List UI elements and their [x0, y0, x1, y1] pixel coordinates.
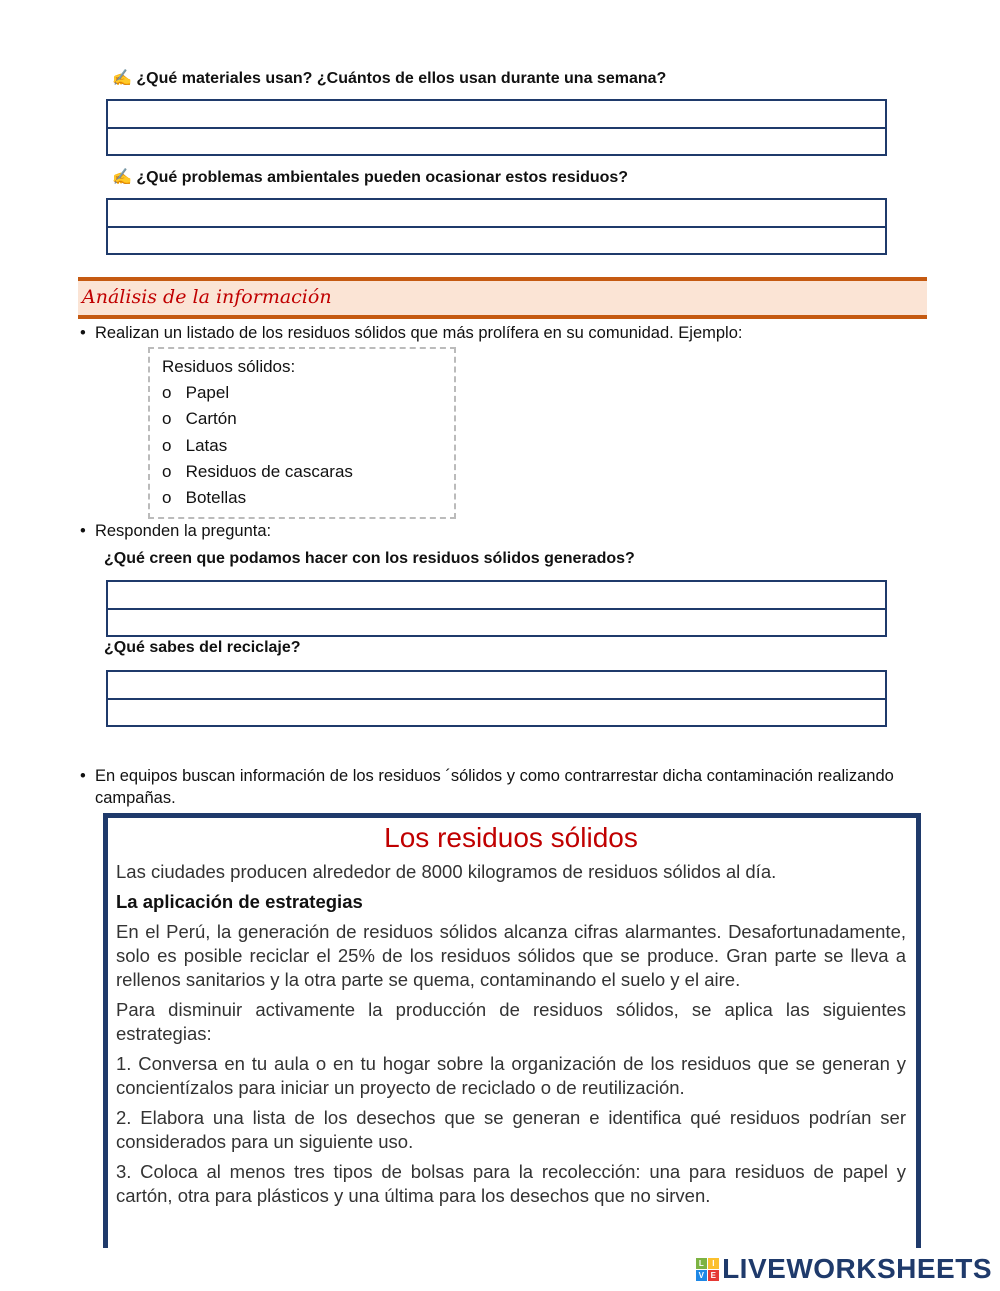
writing-hand-icon: ✍	[112, 169, 132, 186]
logo-icon: L I V E	[696, 1258, 719, 1281]
bullet-text: Responden la pregunta:	[94, 522, 272, 540]
question-what-to-do: ¿Qué creen que podamos hacer con los residuos sólidos generados?	[104, 550, 635, 567]
liveworksheets-logo	[696, 1253, 992, 1285]
bullet-list-item: • Responden la pregunta:	[80, 522, 272, 540]
writing-hand-icon: ✍	[112, 70, 132, 87]
answer-input[interactable]	[108, 672, 885, 698]
paragraph: Las ciudades producen alrededor de 8000 kilogramos de residuos sólidos al día.	[116, 861, 777, 882]
list-item: o Latas	[162, 436, 228, 455]
answer-input[interactable]	[108, 698, 885, 724]
answer-input[interactable]	[108, 582, 885, 608]
answer-input[interactable]	[108, 608, 885, 634]
answer-box-1	[106, 99, 887, 156]
reading-title: Los residuos sólidos	[384, 822, 638, 853]
paragraph: Para disminuir activamente la producción de residuos sólidos, se aplica las siguientes estrategias:	[116, 999, 906, 1044]
paragraph: 3. Coloca al menos tres tipos de bolsas para la recolección: una para residuos de papel y cartón, otra para plásticos y una última para los desechos que no sirven.	[116, 1161, 906, 1206]
bullet-list-item: • En equipos buscan información de los residuos ´sólidos y como contrarrestar dicha contaminación realizando campañas.	[80, 765, 920, 809]
answer-input[interactable]	[108, 200, 885, 226]
list-item: o Papel	[162, 383, 230, 402]
answer-box-3	[106, 580, 887, 637]
paragraph: En el Perú, la generación de residuos sólidos alcanza cifras alarmantes. Desafortunadamente, solo es posible reciclar el 25% de los residuos sólidos que se produce. Gran parte se lleva a rellenos sanitarios y la otra parte se quema, contaminando el suelo y el aire.	[116, 921, 906, 990]
list-item: o Cartón	[162, 409, 237, 428]
answer-input[interactable]	[108, 127, 885, 153]
reading-subtitle: La aplicación de estrategias	[116, 891, 363, 912]
question-text: ¿Qué problemas ambientales pueden ocasionar estos residuos?	[136, 169, 629, 186]
reading-box	[103, 813, 921, 1248]
section-title: Análisis de la información	[82, 286, 332, 308]
question-materials	[112, 68, 666, 88]
answer-box-2	[106, 198, 887, 255]
bullet-text: En equipos buscan información de los residuos ´sólidos y como contrarrestar dicha contaminación realizando campañas.	[94, 767, 894, 807]
list-item: o Botellas	[162, 488, 247, 507]
bullet-list-item: • Realizan un listado de los residuos sólidos que más prolífera en su comunidad. Ejemplo:	[80, 324, 743, 342]
logo-text: LIVEWORKSHEETS	[722, 1253, 992, 1284]
section-header	[78, 277, 927, 319]
paragraph: 2. Elabora una lista de los desechos que se generan e identifica qué residuos podrían ser considerados para un siguiente uso.	[116, 1107, 906, 1152]
list-title: Residuos sólidos:	[162, 357, 296, 376]
answer-box-4	[106, 670, 887, 727]
question-problems	[112, 167, 628, 187]
question-recycling: ¿Qué sabes del reciclaje?	[104, 639, 301, 656]
paragraph: 1. Conversa en tu aula o en tu hogar sobre la organización de los residuos que se generan y concientízalos para iniciar un proyecto de reciclado o de reutilización.	[116, 1053, 906, 1098]
answer-input[interactable]	[108, 101, 885, 127]
list-item: o Residuos de cascaras	[162, 462, 353, 481]
bullet-text: Realizan un listado de los residuos sólidos que más prolífera en su comunidad. Ejemplo:	[94, 324, 743, 342]
answer-input[interactable]	[108, 226, 885, 252]
question-text: ¿Qué materiales usan? ¿Cuántos de ellos usan durante una semana?	[136, 70, 667, 87]
